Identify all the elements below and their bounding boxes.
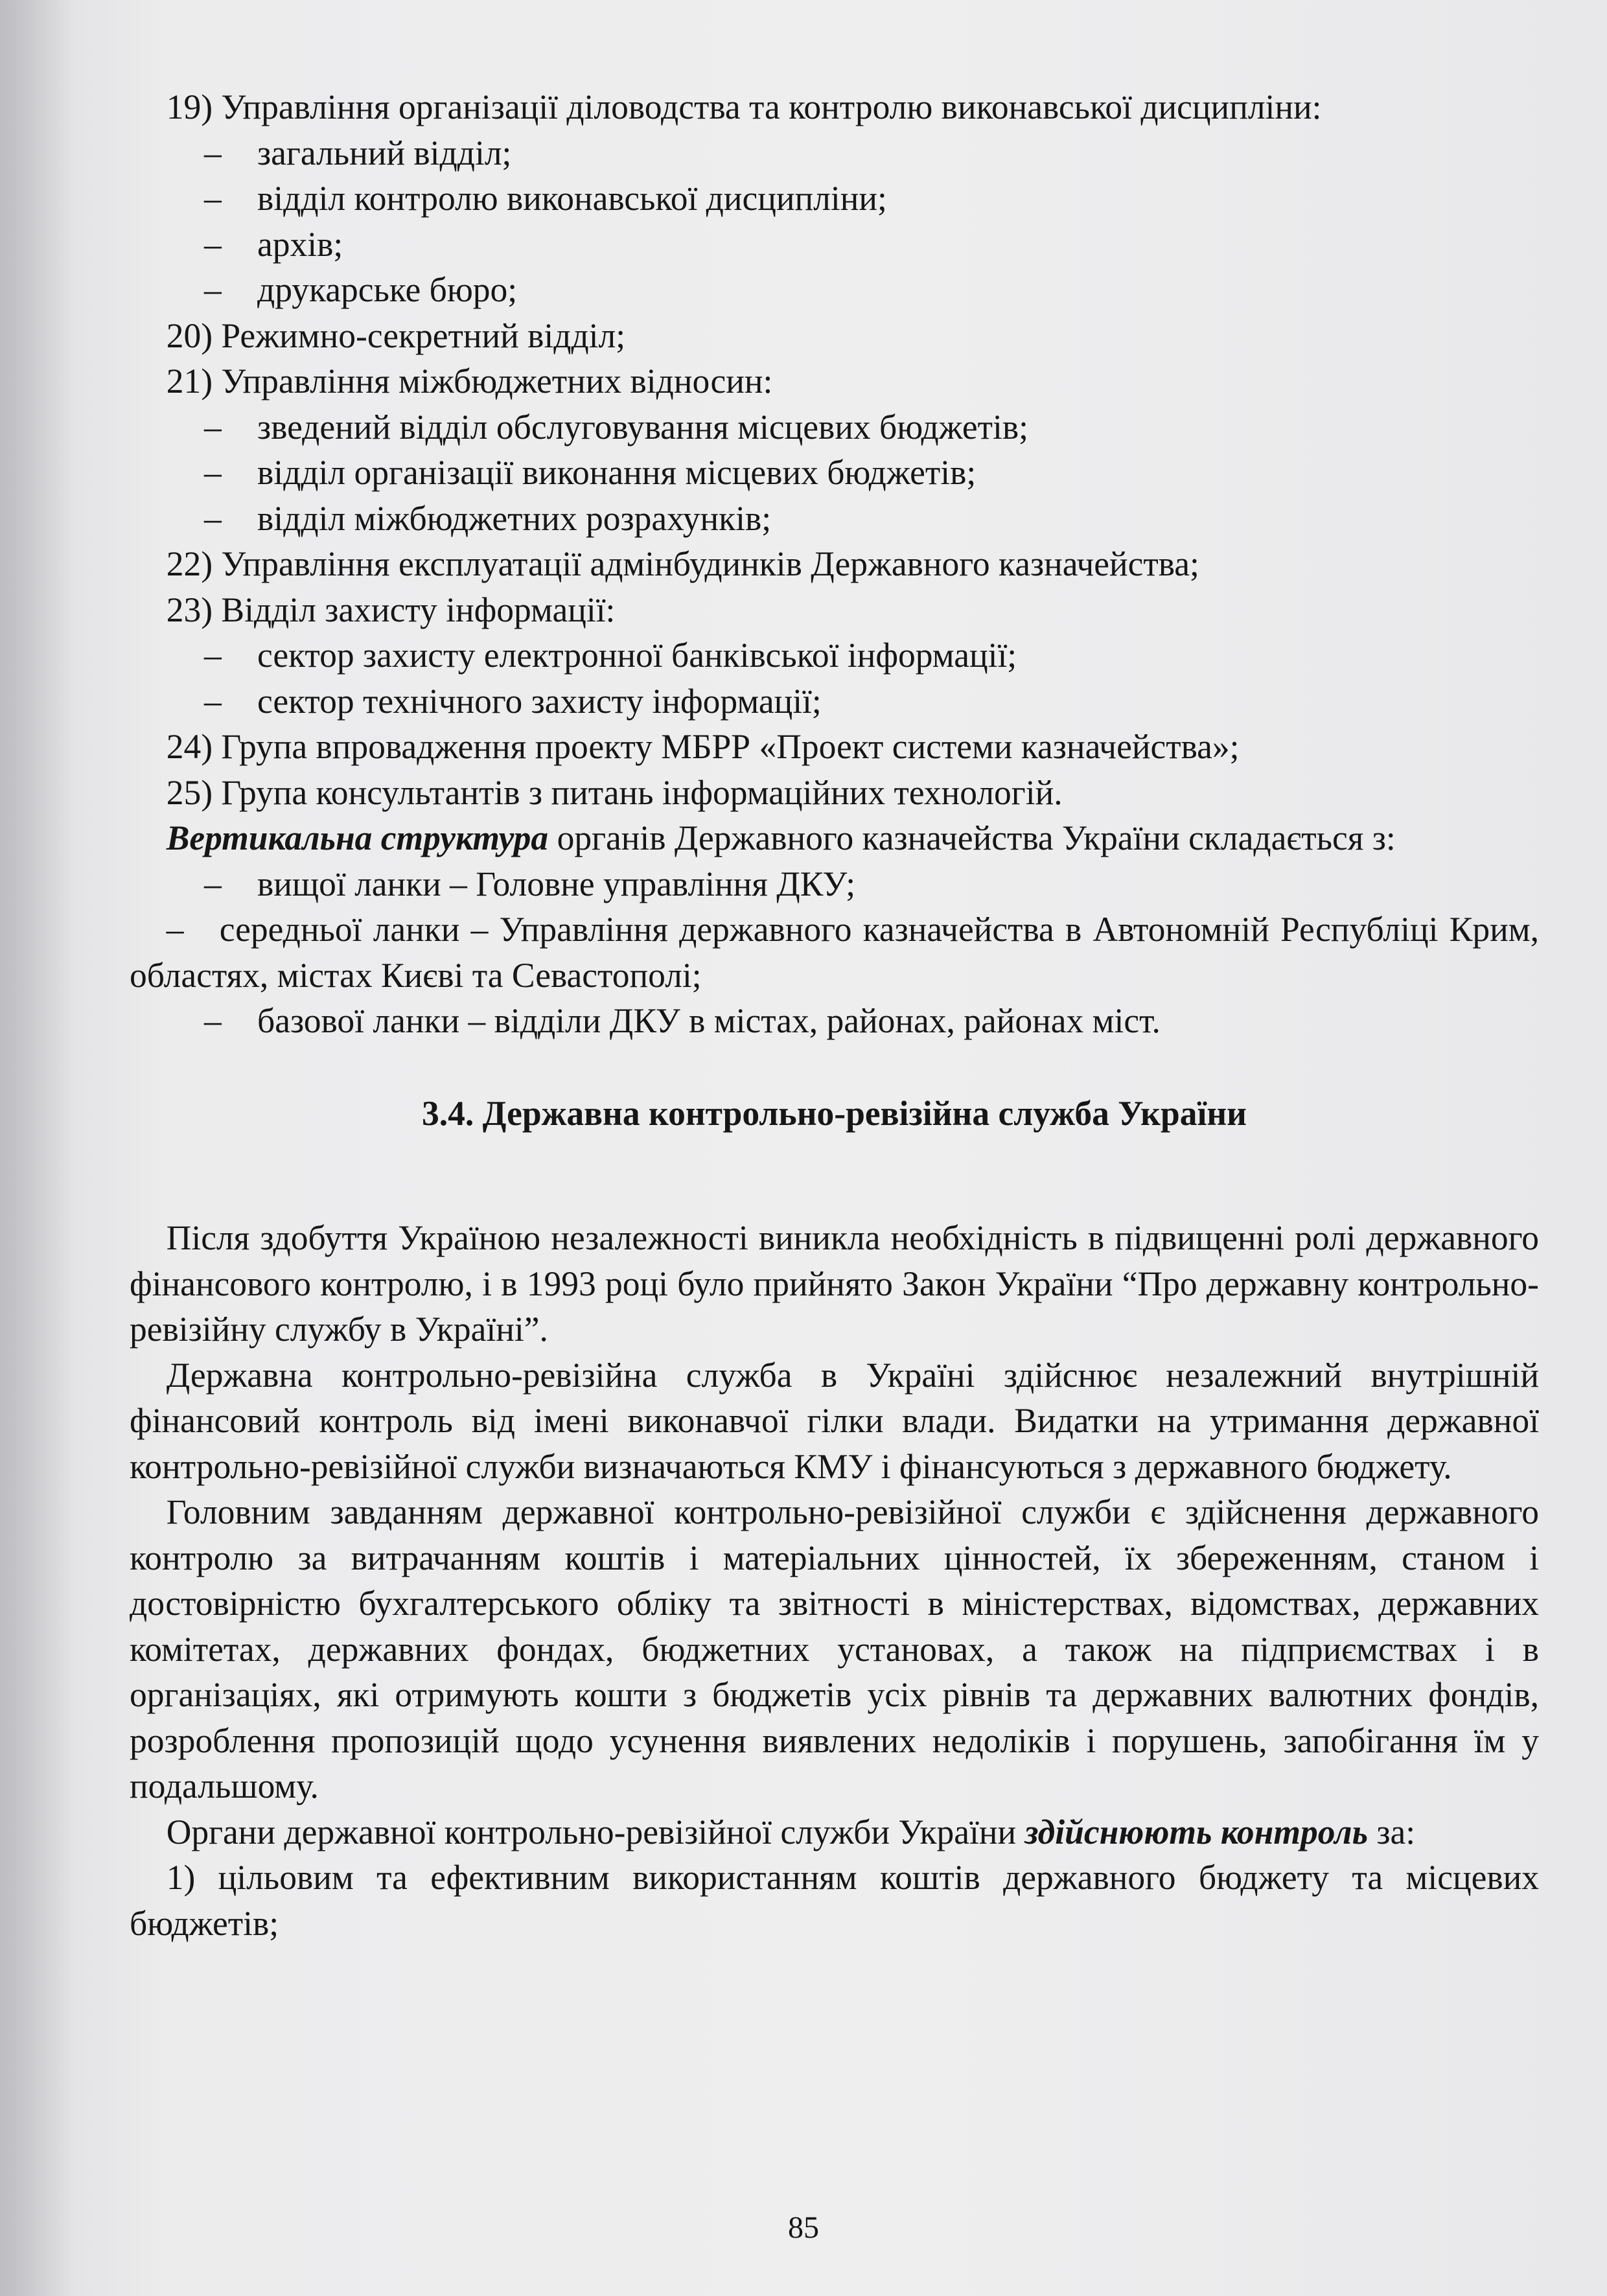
section-heading: 3.4. Державна контрольно-ревізійна служба України xyxy=(422,1093,1247,1133)
list-item-22: 22) Управління експлуатації адмінбудинків Державного казначейства; xyxy=(166,544,1199,583)
dash-item-wrapped xyxy=(130,907,1539,998)
body-paragraph: Головним завданням державної контрольно-ревізійної служби є здійснення державного контролю за витрачанням коштів і матеріальних цінностей, їх збереженням, станом і достовірністю бухгалтерського обліку та звітності в міністерствах, відомствах, державних комітетах, державних фондах, бюджетних установах, а також на підприємствах і в організаціях, які отримують кошти з бюджетів усіх рівнів та державних валютних фондів, розроблення пропозицій щодо усунення виявлених недоліків і порушень, запобігання їм у подальшому. xyxy=(130,1492,1539,1805)
page-content xyxy=(130,84,1539,1946)
dash-item-text: середньої ланки – Управління державного казначейства в Автономній Республіці Крим, областях, містах Києві та Севастополі; xyxy=(130,910,1539,995)
list-item-24: 24) Група впровадження проекту МБРР «Проект системи казначейства»; xyxy=(166,727,1240,766)
dash-mark: – xyxy=(166,910,184,949)
vertical-structure-term: Вертикальна структура xyxy=(166,818,549,857)
list-item-20: 20) Режимно-секретний відділ; xyxy=(166,316,626,355)
list-item-19: 19) Управління організації діловодства та контролю виконавської дисципліни: xyxy=(166,87,1322,126)
control-paragraph xyxy=(130,1809,1539,1855)
control-emphasis: здійснюють контроль xyxy=(1024,1812,1369,1851)
body-paragraph: Після здобуття Україною незалежності виникла необхідність в підвищенні ролі державного фінансового контролю, і в 1993 році було прийнято Закон України “Про державну контрольно-ревізійну службу в Україні”. xyxy=(130,1218,1539,1349)
control-item-1: 1) цільовим та ефективним використанням коштів державного бюджету та місцевих бюджетів; xyxy=(130,1858,1539,1943)
dash-item: – сектор захисту електронної банківської інформації; xyxy=(130,632,1539,678)
dash-item: – загальний відділ; xyxy=(130,130,1539,176)
control-text-after: за: xyxy=(1368,1812,1416,1851)
page-number: 85 xyxy=(788,2210,819,2245)
body-paragraph: Державна контрольно-ревізійна служба в Україні здійснює незалежний внутрішній фінансовий контроль від імені виконавчої гілки влади. Видатки на утримання державної контрольно-ревізійної служби визначаються КМУ і фінансуються з державного бюджету. xyxy=(130,1355,1539,1486)
dash-item: – вищої ланки – Головне управління ДКУ; xyxy=(130,861,1539,907)
dash-item: – відділ міжбюджетних розрахунків; xyxy=(130,496,1539,542)
page-gutter-shadow xyxy=(0,0,71,2296)
dash-item: – друкарське бюро; xyxy=(130,267,1539,313)
dash-item: – сектор технічного захисту інформації; xyxy=(130,678,1539,725)
dash-item: – архів; xyxy=(130,222,1539,268)
dash-item: – відділ організації виконання місцевих бюджетів; xyxy=(130,450,1539,496)
vertical-structure-text: органів Державного казначейства України складається з: xyxy=(548,818,1396,857)
list-item-23: 23) Відділ захисту інформації: xyxy=(166,590,616,629)
vertical-structure-paragraph xyxy=(130,815,1539,861)
list-item-21: 21) Управління міжбюджетних відносин: xyxy=(166,362,773,400)
dash-item: – відділ контролю виконавської дисципліни; xyxy=(130,176,1539,222)
dash-item: – зведений відділ обслуговування місцевих бюджетів; xyxy=(130,404,1539,450)
control-text-before: Органи державної контрольно-ревізійної служби України xyxy=(166,1812,1025,1851)
list-item-25: 25) Група консультантів з питань інформаційних технологій. xyxy=(166,772,1063,812)
dash-item: – базової ланки – відділи ДКУ в містах, районах, районах міст. xyxy=(130,998,1539,1044)
